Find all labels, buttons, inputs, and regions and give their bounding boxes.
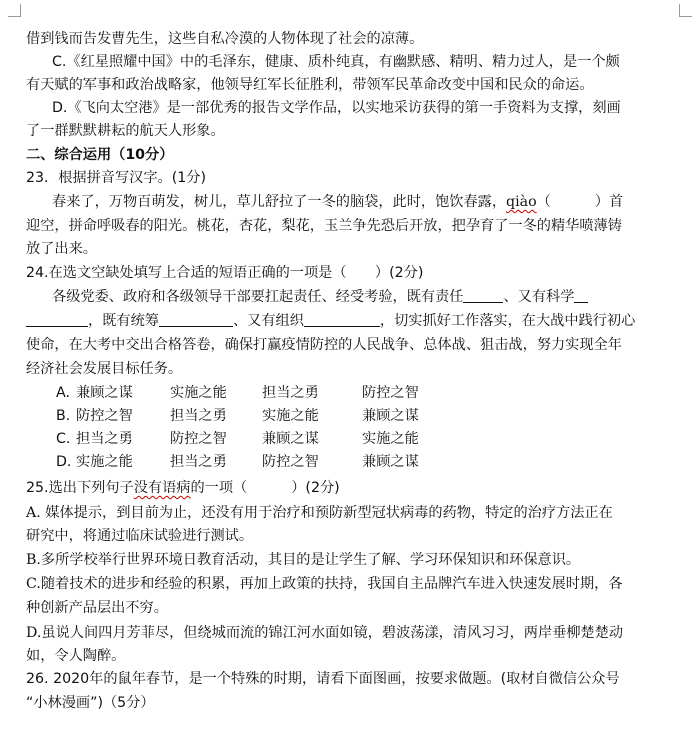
answer-blank[interactable]	[159, 312, 233, 327]
q24-passage-line: 各级党委、政府和各级领导干部要扛起责任、经受考验，既有责任 、又有科学	[52, 287, 588, 307]
answer-blank[interactable]	[574, 288, 588, 303]
section-heading: 二、综合运用（10分）	[26, 147, 174, 163]
q25-option-A-cont: 研究中，将通过临床试验进行测试。	[26, 528, 254, 544]
emphasis-text: 没有语病	[133, 480, 191, 496]
question-25: 25.选出下列句子没有语病的一项（ ）(2分)	[26, 480, 340, 496]
q25-option-C-cont: 种创新产品层出不穷。	[26, 600, 168, 616]
page-corner-mark	[679, 4, 692, 17]
q25-option-B[interactable]: B.多所学校举行世界环境日教育活动，其目的是让学生了解、学习环保知识和环保意识。	[26, 552, 581, 568]
q23-passage-line: 迎空，拼命呼吸春的阳光。桃花，杏花，梨花，玉兰争先恐后开放，把孕育了一冬的精华喷薄铸	[26, 218, 622, 234]
q24-passage-line: 经济社会发展目标任务。	[26, 361, 183, 377]
text-line: 借到钱而告发曹先生，这些自私冷漠的人物体现了社会的凉薄。	[26, 31, 424, 47]
text-line: D.《飞向太空港》是一部优秀的报告文学作品，以实地采访获得的第一手资料为支撑，刻画	[52, 100, 621, 116]
q23-passage-line: 春来了，万物百萌发，树儿，草儿舒拉了一冬的脑袋，此时，饱饮春露，qiào（ ）首	[52, 194, 624, 210]
answer-blank[interactable]	[304, 312, 380, 327]
page-corner-mark	[8, 4, 21, 17]
question-23: 23．根据拼音写汉字。(1分)	[26, 170, 207, 186]
question-26-cont: “小林漫画”)（5分）	[26, 695, 155, 711]
q25-option-D[interactable]: D.虽说人间四月芳菲尽，但绕城而流的锦江河水面如镜，碧波荡漾，清风习习，两岸垂柳楚楚动	[26, 625, 624, 641]
question-24: 24.在选文空缺处填写上合适的短语正确的一项是（ ）(2分)	[26, 265, 424, 281]
q24-passage-line: ，既有统筹 、又有组织 ，切实抓好工作落实，在大战中践行初心	[26, 311, 635, 331]
q25-option-A[interactable]: A. 媒体提示，到目前为止，还没有用于治疗和预防新型冠状病毒的药物，特定的治疗方法正在	[26, 505, 613, 521]
pinyin-text: qiào	[506, 194, 537, 210]
answer-blank[interactable]	[463, 288, 503, 303]
q24-passage-line: 使命，在大考中交出合格答卷，确保打赢疫情防控的人民战争、总体战、狙击战，努力实现全年	[26, 337, 622, 353]
q23-passage-line: 放了出来。	[26, 241, 97, 257]
text-line: 有天赋的军事和政治战略家，他领导红军长征胜利，带领军民革命改变中国和民众的命运。	[26, 77, 594, 93]
q25-option-D-cont: 如，令人陶醉。	[26, 648, 126, 664]
question-26: 26. 2020年的鼠年春节，是一个特殊的时期，请看下面图画，按要求做题。(取材自微信公众号	[26, 671, 620, 687]
text-line: C.《红星照耀中国》中的毛泽东，健康、质朴纯真，有幽默感、精明、精力过人，是一个颇	[52, 54, 620, 70]
q25-option-C[interactable]: C.随着技术的进步和经验的积累，再加上政策的扶持，我国自主品牌汽车进入快速发展时期，各	[26, 576, 623, 592]
text-line: 了一群默默耕耘的航天人形象。	[26, 123, 225, 139]
answer-blank[interactable]	[26, 312, 88, 327]
